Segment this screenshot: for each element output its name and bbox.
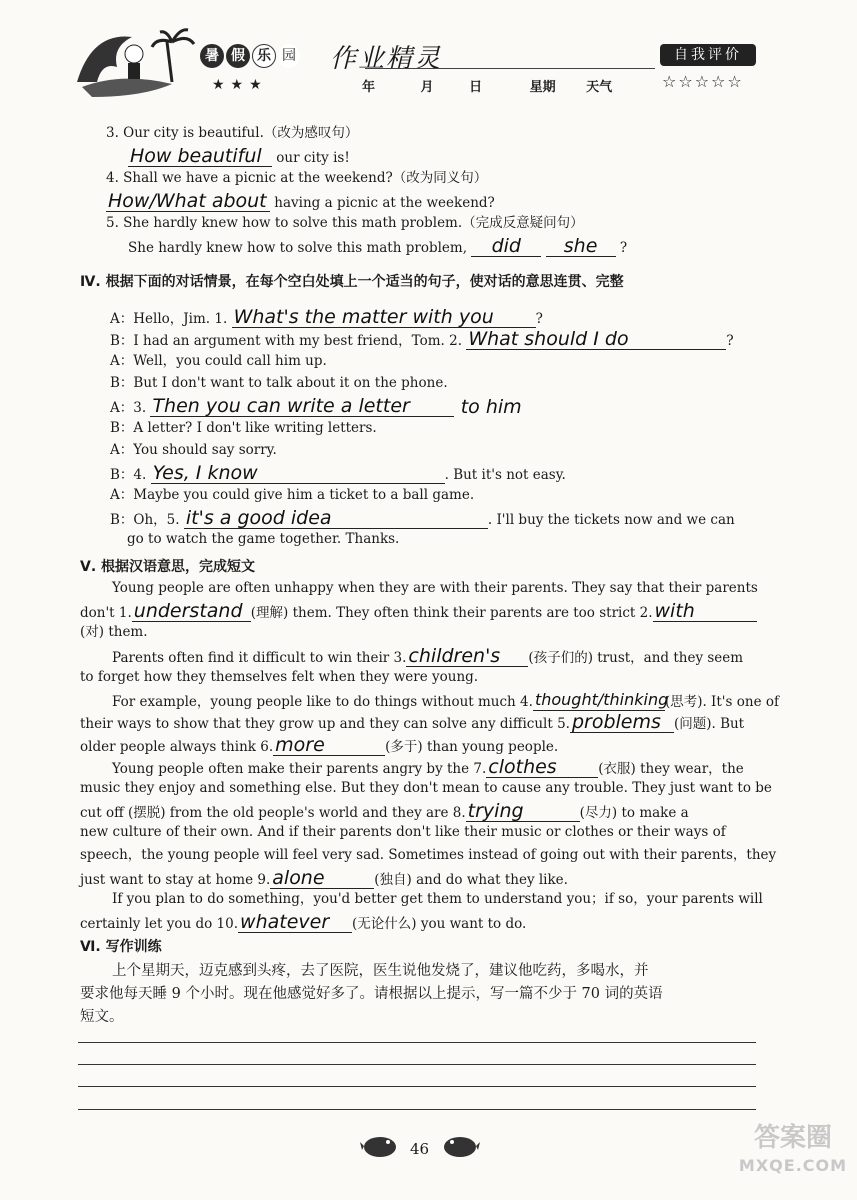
passage-text: (尽力) to make a [579, 805, 689, 821]
passage-line: Young people are often unhappy when they are with their parents. They say that their parents [112, 580, 758, 596]
passage-line [80, 712, 744, 733]
dialog-answer-2[interactable]: What should I do [466, 329, 726, 350]
page-number: 46 [410, 1140, 430, 1158]
month-label: 月 [420, 80, 434, 95]
blank-answer-1[interactable]: understand [132, 601, 251, 622]
passage-text: certainly let you do 10. [80, 916, 239, 932]
watermark-url: MXQE.COM [738, 1156, 848, 1175]
passage-text: (无论什么) you want to do. [352, 916, 527, 932]
dialog-text: B：I had an argument with my best friend，Tom. 2. [110, 333, 463, 349]
passage-line [112, 646, 743, 667]
writing-line[interactable] [78, 1109, 756, 1110]
dialog-text: ? [726, 333, 734, 349]
writing-line[interactable] [78, 1086, 756, 1087]
self-eval-badge: 自我评价 [660, 44, 756, 66]
blank-answer-2[interactable]: with [653, 601, 757, 622]
dialog-line [110, 463, 566, 484]
dialog-answer-3[interactable]: Then you can write a letter [150, 396, 454, 417]
passage-line [112, 757, 744, 778]
dialog-line: A：Well，you could call him up. [110, 353, 327, 369]
dialog-text: B：4. [110, 467, 147, 483]
q5-answer-2[interactable]: she [546, 236, 616, 257]
passage-text: (问题). But [673, 716, 745, 732]
passage-text: Young people often make their parents angry by the 7. [112, 761, 487, 777]
dialog-line [110, 307, 543, 328]
blank-answer-10[interactable]: whatever [238, 912, 352, 933]
passage-line [80, 601, 757, 622]
brand-badge [200, 44, 300, 68]
dialog-answer-4[interactable]: Yes, I know [151, 463, 445, 484]
writing-prompt-line: 短文。 [80, 1009, 124, 1025]
passage-line [80, 801, 689, 822]
writing-line[interactable] [78, 1064, 756, 1065]
passage-text: (思考). It's one of [664, 694, 779, 710]
passage-line [80, 912, 526, 933]
writing-prompt-line: 要求他每天睡 9 个小时。现在他感觉好多了。请根据以上提示，写一篇不少于 70 词的英语 [80, 986, 663, 1002]
q5-prompt: 5. She hardly knew how to solve this math problem.（完成反意疑问句） [106, 215, 584, 231]
q4-prompt: 4. Shall we have a picnic at the weekend?（改为同义句） [106, 170, 488, 186]
writing-prompt-line: 上个星期天，迈克感到头疼，去了医院，医生说他发烧了，建议他吃药，多喝水，并 [112, 963, 649, 979]
passage-line: music they enjoy and something else. But they don't mean to cause any trouble. They just want to be [80, 780, 772, 796]
passage-line: new culture of their own. And if their parents don't like their music or clothes or their ways of [80, 824, 726, 840]
summer-logo-illustration [72, 22, 202, 102]
dialog-line [110, 508, 735, 529]
blank-answer-3[interactable]: children's [406, 646, 528, 667]
passage-line [112, 690, 779, 711]
watermark-text: 答案圈 [753, 1123, 832, 1153]
dialog-text: . But it's not easy. [444, 467, 566, 483]
passage-text: (多于) than young people. [385, 739, 559, 755]
q3-answer[interactable]: How beautiful [128, 146, 272, 167]
blank-answer-7[interactable]: clothes [486, 757, 598, 778]
brand-char: 暑 [200, 44, 224, 68]
dialog-line: B：A letter? I don't like writing letters. [110, 420, 377, 436]
dialog-line: A：You should say sorry. [110, 442, 277, 458]
header-rule [365, 68, 655, 69]
q4-rest: having a picnic at the weekend? [274, 195, 495, 211]
q5-end: ? [619, 240, 628, 256]
decorative-stars: ★★★ [212, 77, 268, 93]
dialog-answer-1[interactable]: What's the matter with you [232, 307, 536, 328]
section-5-title: Ⅴ. 根据汉语意思，完成短文 [80, 559, 256, 575]
blank-answer-9[interactable]: alone [270, 868, 374, 889]
dialog-answer-3-extra: to him [460, 396, 522, 418]
q3-rest: our city is! [276, 150, 350, 166]
dialog-line: B：But I don't want to talk about it on the phone. [110, 375, 448, 391]
dialog-line [110, 329, 734, 350]
bird-icon [440, 1132, 480, 1158]
brand-char: 园 [278, 44, 300, 68]
q4-answer[interactable]: How/What about [106, 191, 270, 212]
rating-stars[interactable]: ☆☆☆☆☆ [662, 72, 744, 91]
dialog-text: ? [535, 311, 543, 327]
date-row [362, 76, 612, 95]
year-label: 年 [362, 80, 376, 95]
dialog-text: . I'll buy the tickets now and we can [487, 512, 735, 528]
q3-prompt: 3. Our city is beautiful.（改为感叹句） [106, 125, 359, 141]
passage-text: don't 1. [80, 605, 132, 621]
dialog-text: A：Hello，Jim. 1. [110, 311, 228, 327]
blank-answer-6[interactable]: more [273, 735, 385, 756]
passage-text: (孩子们的) trust，and they seem [528, 650, 744, 666]
dialog-line: A：Maybe you could give him a ticket to a ball game. [110, 487, 475, 503]
passage-text: For example，young people like to do things without much 4. [112, 694, 533, 710]
passage-line [80, 868, 568, 889]
dialog-answer-5[interactable]: it's a good idea [184, 508, 488, 529]
passage-text: just want to stay at home 9. [80, 872, 271, 888]
q5-stem: She hardly knew how to solve this math problem, [128, 240, 467, 256]
passage-text: their ways to show that they grow up and they can solve any difficult 5. [80, 716, 570, 732]
weekday-label: 星期 [529, 80, 556, 95]
dialog-line: go to watch the game together. Thanks. [127, 531, 400, 547]
dialog-line [110, 396, 524, 417]
brand-char: 假 [226, 44, 250, 68]
writing-line[interactable] [78, 1042, 756, 1043]
bird-icon [360, 1132, 400, 1158]
passage-line: speech，the young people will feel very sad. Sometimes instead of going out with their parents，they [80, 847, 777, 863]
section-6-title: Ⅵ. 写作训练 [80, 939, 162, 955]
weather-label: 天气 [586, 80, 613, 95]
q3-answer-line [128, 146, 350, 167]
dialog-text: A：3. [110, 400, 147, 416]
passage-text: older people always think 6. [80, 739, 274, 755]
blank-answer-4[interactable]: thought/thinking [534, 690, 669, 709]
passage-line: If you plan to do something，you'd better get them to understand you；if so，your parents will [112, 891, 763, 907]
brand-char: 乐 [252, 44, 276, 68]
page-header [0, 0, 857, 112]
blank-answer-8[interactable]: trying [466, 801, 580, 822]
blank-answer-5[interactable]: problems [570, 712, 674, 733]
q4-answer-line [106, 191, 495, 212]
passage-line: (对) them. [80, 624, 148, 640]
dialog-text: B：Oh，5. [110, 512, 180, 528]
passage-text: (理解) them. They often think their parents are too strict 2. [250, 605, 653, 621]
passage-text: (衣服) they wear，the [598, 761, 744, 777]
passage-line: to forget how they themselves felt when they were young. [80, 669, 479, 685]
q5-answer-line [128, 236, 627, 257]
passage-line [80, 735, 558, 756]
watermark-logo [738, 1124, 848, 1180]
passage-text: cut off (摆脱) from the old people's world and they are 8. [80, 805, 466, 821]
handwritten-title: 作业精灵 [330, 44, 443, 74]
section-4-title: Ⅳ. 根据下面的对话情景，在每个空白处填上一个适当的句子，使对话的意思连贯、完整 [80, 274, 624, 290]
day-label: 日 [469, 80, 483, 95]
q5-answer-1[interactable]: did [471, 236, 541, 257]
passage-text: Parents often find it difficult to win their 3. [112, 650, 407, 666]
passage-text: (独自) and do what they like. [374, 872, 568, 888]
